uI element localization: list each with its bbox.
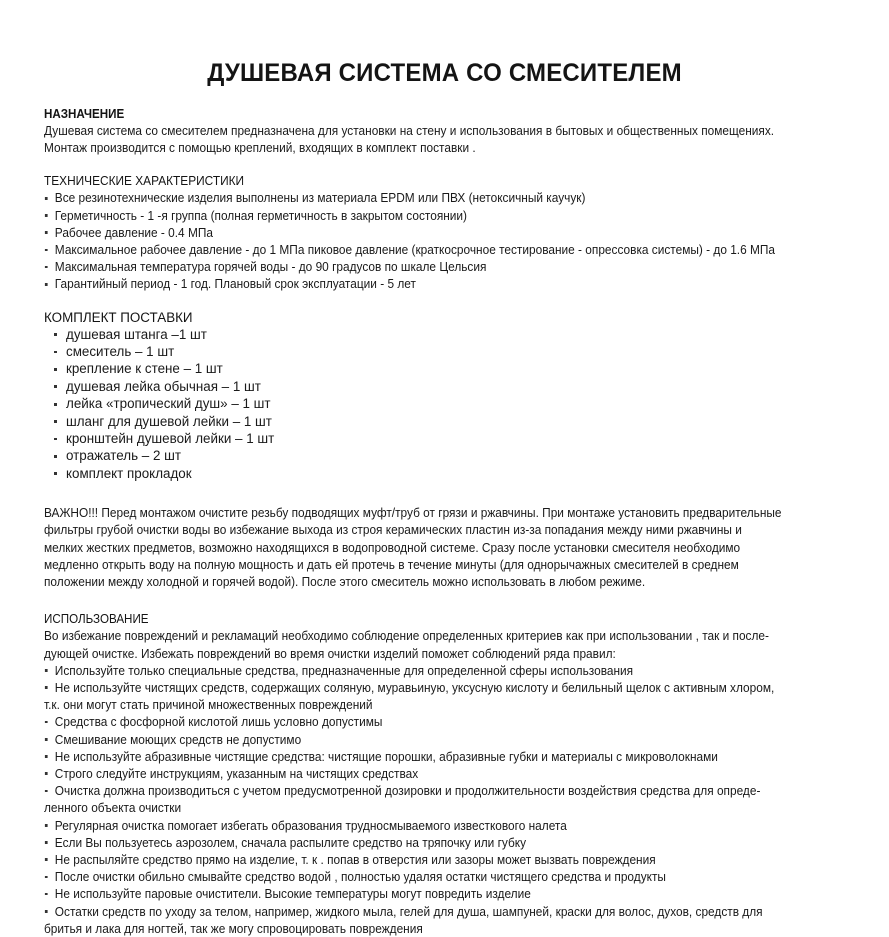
kit-item-text: кронштейн душевой лейки – 1 шт [66,431,275,447]
usage-item-text: Регулярная очистка помогает избегать образования трудносмываемого известкового налета [54,817,567,833]
specs-list [44,189,848,292]
list-item [44,782,848,816]
kit-item-text: отражатель – 2 шт [66,448,181,464]
usage-list-wrapper [44,662,848,937]
purpose-line-2: Монтаж производится с помощью креплений, входящих в комплект поставки . [44,140,476,156]
list-item [44,662,848,679]
list-item [44,834,848,851]
spacer [44,590,849,610]
section-heading-purpose: НАЗНАЧЕНИЕ [44,106,125,121]
list-item [44,885,848,902]
list-item [44,851,848,868]
specs-item-text: Все резинотехнические изделия выполнены из материала EPDM или ПВХ (нетоксичный каучук) [54,190,586,206]
section-important-notice [44,504,849,590]
section-heading-usage: ИСПОЛЬЗОВАНИЕ [44,611,149,627]
list-item [52,360,849,377]
usage-item-text: Смешивание моющих средств не допустимо [54,731,302,747]
usage-item-text: Не используйте паровые очистители. Высокие температуры могут повредить изделие [54,886,531,902]
specs-item-text: Герметичность - 1 -я группа (полная герметичность в закрытом состоянии) [54,207,468,223]
usage-list [44,662,848,937]
kit-item-text: шланг для душевой лейки – 1 шт [66,413,272,429]
kit-list [44,326,849,483]
spacer [44,293,849,309]
section-usage [44,610,849,937]
kit-item-text: крепление к стене – 1 шт [66,361,223,377]
list-item [44,731,848,748]
usage-item-text: Используйте только специальные средства, предназначенные для определенной сферы использования [54,662,634,678]
list-item [44,207,848,224]
specs-item-text: Гарантийный период - 1 год. Плановый срок эксплуатации - 5 лет [54,276,416,292]
important-line-3: мелких жестких предметов, возможно находящихся в водопроводной системе. Сразу после установки смесителя необходимо [44,539,741,555]
list-item [52,343,849,360]
list-item [52,413,849,430]
kit-item-text: душевая штанга –1 шт [66,326,207,342]
kit-item-text: комплект прокладок [66,465,192,481]
list-item [44,679,848,713]
list-item [44,817,848,834]
spacer [44,482,849,504]
usage-item-text: Средства с фосфорной кислотой лишь условно допустимы [54,714,383,730]
important-line-4: медленно открыть воду на полную мощность и дать ей протечь в течение минуты (для однорычажных смесителей в среднем [44,556,739,572]
usage-item-text: Не используйте чистящих средств, содержащих соляную, муравьиную, уксусную кислоту и белильный щелок с активным хлором, [54,679,775,695]
important-line-5: положении между холодной и горячей водой). После этого смеситель можно использовать в любом режиме. [44,574,646,590]
list-item [44,189,848,206]
list-item [52,447,849,464]
section-kit [44,309,849,483]
usage-item-text: Если Вы пользуетесь аэрозолем, сначала распылите средство на тряпочку или губку [54,834,527,850]
usage-item-text-cont: ленного объекта очистки [44,800,182,816]
list-item [52,395,849,412]
important-line-2: фильтры грубой очистки воды во избежание выхода из строя керамических пластин из-за попадания между ними ржавчины и [44,522,742,538]
usage-item-text: Остатки средств по уходу за телом, например, жидкого мыла, гелей для душа, шампуней, краски для волос, духов, средств для [54,903,763,919]
list-item [44,748,848,765]
usage-item-text: Не распыляйте средство прямо на изделие, т. к . попав в отверстия или зазоры может вызвать повреждения [54,851,656,867]
usage-intro-line-2: дующей очистке. Избежать повреждений во время очистки изделий поможет соблюдений ряда правил: [44,645,616,661]
list-item [52,465,849,482]
section-heading-kit: КОМПЛЕКТ ПОСТАВКИ [44,309,193,325]
list-item [44,713,848,730]
usage-item-text: Очистка должна производиться с учетом предусмотренной дозировки и продолжительности воздействия средства для опреде- [54,783,761,799]
kit-item-text: смеситель – 1 шт [66,344,175,360]
list-item [52,326,849,343]
spacer [44,88,849,105]
specs-item-text: Максимальная температура горячей воды - до 90 градусов по шкале Цельсия [54,259,487,275]
list-item [44,241,848,258]
section-purpose [44,105,849,156]
kit-item-text: душевая лейка обычная – 1 шт [66,378,261,394]
section-heading-specs: ТЕХНИЧЕСКИЕ ХАРАКТЕРИСТИКИ [44,173,245,189]
usage-item-text: Строго следуйте инструкциям, указанным на чистящих средствах [54,765,419,781]
usage-item-text-cont: т.к. они могут стать причиной множественных повреждений [44,697,373,713]
specs-item-text: Рабочее давление - 0.4 МПа [54,224,213,240]
kit-item-text: лейка «тропический душ» – 1 шт [66,396,271,412]
important-line-1: ВАЖНО!!! Перед монтажом очистите резьбу подводящих муфт/труб от грязи и ржавчины. При монтаже установить предварительные [44,505,782,521]
spacer [44,156,849,172]
section-specs [44,172,848,292]
list-item [44,868,848,885]
list-item [44,275,848,292]
usage-intro-line-1: Во избежание повреждений и рекламаций необходимо соблюдение определенных критериев как при использовании , так и после- [44,628,769,644]
specs-item-text: Максимальное рабочее давление - до 1 МПа пиковое давление (краткосрочное тестирование - опрессовка системы) - до 1.6 МПа [54,242,776,258]
usage-item-text-cont: бритья и лака для ногтей, так же могу спровоцировать повреждения [44,920,423,936]
list-item [44,224,848,241]
list-item [52,430,849,447]
page-title: ДУШЕВАЯ СИСТЕМА СО СМЕСИТЕЛЕМ [207,59,682,87]
list-item [44,765,848,782]
list-item [44,258,848,275]
list-item [52,378,849,395]
usage-item-text: После очистки обильно смывайте средство водой , полностью удаляя остатки чистящего средства и продукты [54,869,666,885]
usage-item-text: Не используйте абразивные чистящие средства: чистящие порошки, абразивные губки и материалы с микроволокнами [54,748,718,764]
purpose-line-1: Душевая система со смесителем предназначена для установки на стену и использования в бытовых и общественных помещениях. [44,123,775,138]
